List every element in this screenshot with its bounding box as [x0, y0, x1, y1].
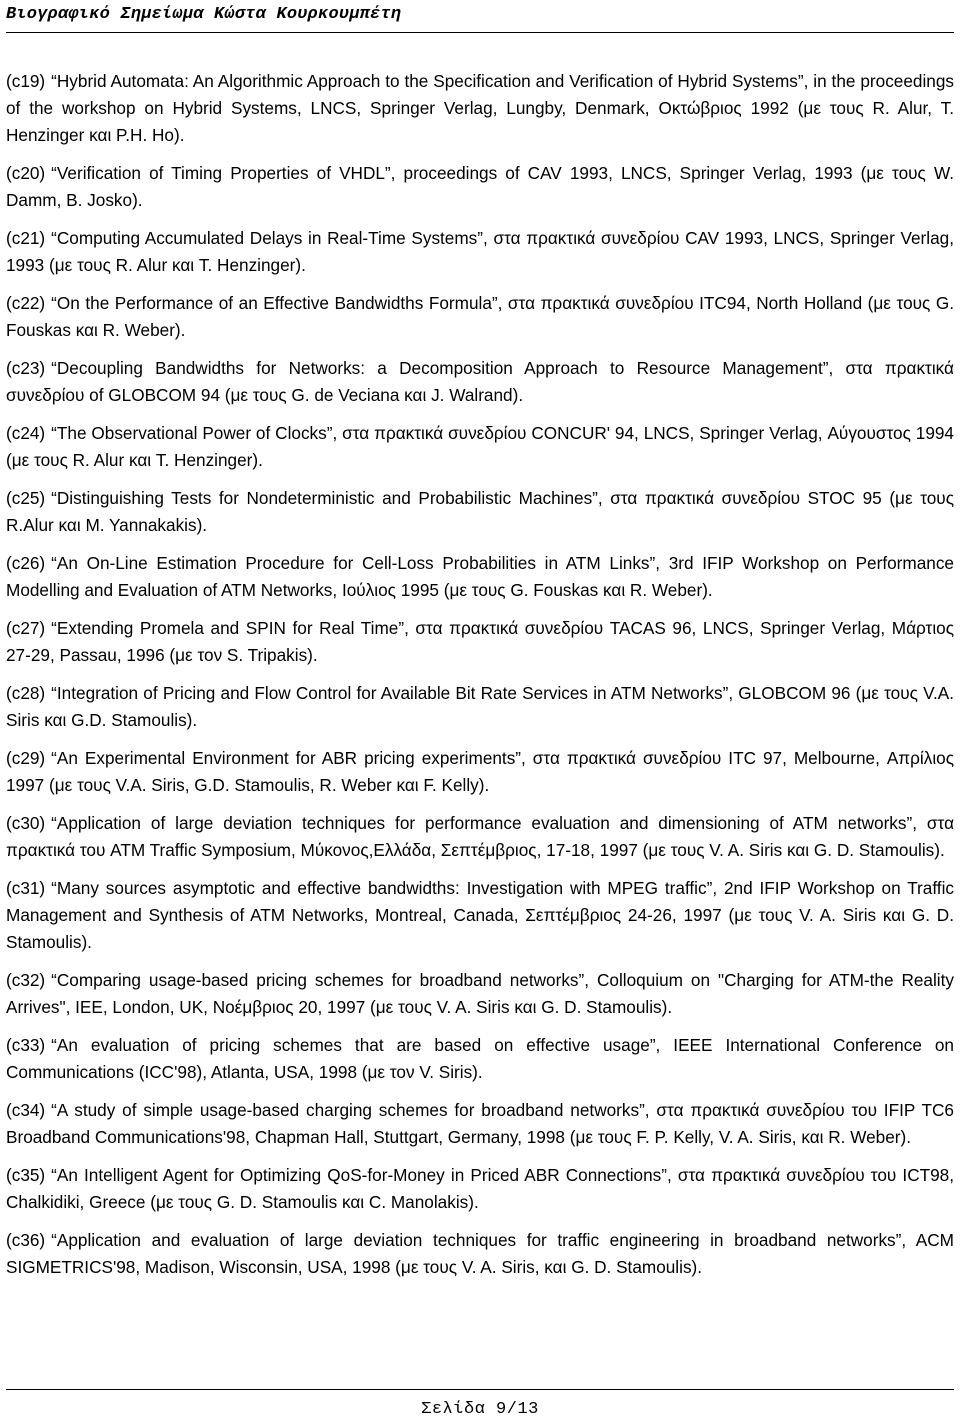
- reference-item: [6, 1227, 954, 1281]
- reference-text: “Many sources asymptotic and effective bandwidths: Investigation with MPEG traffic”, 2nd IFIP Workshop on Traffic Management and Synthesis of ATM Networks, Montreal, Canada, Σεπτέμβριος 24-26, 1997 (με τους V. A. Siris και G. D. Stamoulis).: [6, 878, 954, 952]
- reference-text: “Decoupling Bandwidths for Networks: a Decomposition Approach to Resource Management”, στα πρακτικά συνεδρίου of GLOBCOM 94 (με τους G. de Veciana και J. Walrand).: [6, 358, 954, 405]
- reference-item: [6, 68, 954, 149]
- reference-item: [6, 485, 954, 539]
- reference-text: “Extending Promela and SPIN for Real Time”, στα πρακτικά συνεδρίου TACAS 96, LNCS, Springer Verlag, Μάρτιος 27-29, Passau, 1996 (με τον S. Tripakis).: [6, 618, 954, 665]
- reference-item: [6, 1162, 954, 1216]
- reference-list: [6, 68, 954, 1292]
- reference-number: (c32): [6, 970, 46, 990]
- reference-number: (c27): [6, 618, 46, 638]
- reference-number: (c29): [6, 748, 46, 768]
- reference-number: (c26): [6, 553, 46, 573]
- reference-item: [6, 355, 954, 409]
- reference-number: (c31): [6, 878, 46, 898]
- reference-number: (c21): [6, 228, 46, 248]
- reference-text: “An On-Line Estimation Procedure for Cell-Loss Probabilities in ATM Links”, 3rd IFIP Workshop on Performance Modelling and Evaluation of ATM Networks, Ιούλιος 1995 (με τους G. Fouskas και R. Weber).: [6, 553, 954, 600]
- reference-item: [6, 550, 954, 604]
- reference-text: “The Observational Power of Clocks”, στα πρακτικά συνεδρίου CONCUR' 94, LNCS, Springer Verlag, Αύγουστος 1994 (με τους R. Alur και T. Henzinger).: [6, 423, 954, 470]
- reference-item: [6, 810, 954, 864]
- document-title: Βιογραφικό Σημείωμα Κώστα Κουρκουμπέτη: [6, 5, 402, 24]
- reference-text: “Distinguishing Tests for Nondeterministic and Probabilistic Machines”, στα πρακτικά συνεδρίου STOC 95 (με τους R.Alur και M. Yannakakis).: [6, 488, 954, 535]
- reference-text: “On the Performance of an Effective Bandwidths Formula”, στα πρακτικά συνεδρίου ITC94, North Holland (με τους G. Fouskas και R. Weber).: [6, 293, 954, 340]
- reference-item: [6, 160, 954, 214]
- reference-number: (c23): [6, 358, 46, 378]
- reference-number: (c36): [6, 1230, 46, 1250]
- reference-number: (c28): [6, 683, 46, 703]
- page-footer: [6, 1389, 954, 1419]
- page-header: [6, 2, 954, 33]
- reference-text: “Computing Accumulated Delays in Real-Time Systems”, στα πρακτικά συνεδρίου CAV 1993, LNCS, Springer Verlag, 1993 (με τους R. Alur και T. Henzinger).: [6, 228, 954, 275]
- reference-item: [6, 967, 954, 1021]
- reference-text: “Application and evaluation of large deviation techniques for traffic engineering in broadband networks”, ACM SIGMETRICS'98, Madison, Wisconsin, USA, 1998 (με τους V. A. Siris, και G. D. Stamoulis).: [6, 1230, 954, 1277]
- reference-number: (c25): [6, 488, 46, 508]
- reference-item: [6, 225, 954, 279]
- reference-item: [6, 1032, 954, 1086]
- reference-text: “Comparing usage-based pricing schemes for broadband networks”, Colloquium on "Charging for ATM-the Reality Arrives", IEE, London, UK, Νοέμβριος 20, 1997 (με τους V. A. Siris και G. D. Stamoulis).: [6, 970, 954, 1017]
- reference-number: (c33): [6, 1035, 46, 1055]
- reference-text: “Verification of Timing Properties of VHDL”, proceedings of CAV 1993, LNCS, Springer Verlag, 1993 (με τους W. Damm, B. Josko).: [6, 163, 954, 210]
- reference-item: [6, 680, 954, 734]
- reference-text: “An Experimental Environment for ABR pricing experiments”, στα πρακτικά συνεδρίου ITC 97, Melbourne, Απρίλιος 1997 (με τους V.A. Siris, G.D. Stamoulis, R. Weber και F. Kelly).: [6, 748, 954, 795]
- reference-text: “An evaluation of pricing schemes that are based on effective usage”, IEEE International Conference on Communications (ICC'98), Atlanta, USA, 1998 (με τον V. Siris).: [6, 1035, 954, 1082]
- reference-number: (c22): [6, 293, 46, 313]
- reference-item: [6, 290, 954, 344]
- reference-text: “Hybrid Automata: An Algorithmic Approach to the Specification and Verification of Hybrid Systems”, in the proceedings of the workshop on Hybrid Systems, LNCS, Springer Verlag, Lungby, Denmark, Οκτώβριος 1992 (με τους R. Alur, T. Henzinger και P.H. Ho).: [6, 71, 954, 145]
- reference-number: (c24): [6, 423, 46, 443]
- reference-text: “Integration of Pricing and Flow Control for Available Bit Rate Services in ATM Networks”, GLOBCOM 96 (με τους V.A. Siris και G.D. Stamoulis).: [6, 683, 954, 730]
- page-number: Σελίδα 9/13: [421, 1400, 539, 1419]
- reference-text: “A study of simple usage-based charging schemes for broadband networks”, στα πρακτικά συνεδρίου του IFIP TC6 Broadband Communications'98, Chapman Hall, Stuttgart, Germany, 1998 (με τους F. P. Kelly, V. A. Siris, και R. Weber).: [6, 1100, 954, 1147]
- reference-item: [6, 420, 954, 474]
- reference-item: [6, 875, 954, 956]
- reference-item: [6, 745, 954, 799]
- reference-number: (c34): [6, 1100, 46, 1120]
- reference-item: [6, 615, 954, 669]
- reference-number: (c30): [6, 813, 46, 833]
- reference-number: (c20): [6, 163, 46, 183]
- reference-text: “An Intelligent Agent for Optimizing QoS-for-Money in Priced ABR Connections”, στα πρακτικά συνεδρίου του ICT98, Chalkidiki, Greece (με τους G. D. Stamoulis και C. Manolakis).: [6, 1165, 954, 1212]
- reference-text: “Application of large deviation techniques for performance evaluation and dimensioning of ATM networks”, στα πρακτικά του ATM Traffic Symposium, Μύκονος,Ελλάδα, Σεπτέμβριος, 17-18, 1997 (με τους V. A. Siris και G. D. Stamoulis).: [6, 813, 954, 860]
- reference-item: [6, 1097, 954, 1151]
- reference-number: (c35): [6, 1165, 46, 1185]
- reference-number: (c19): [6, 71, 46, 91]
